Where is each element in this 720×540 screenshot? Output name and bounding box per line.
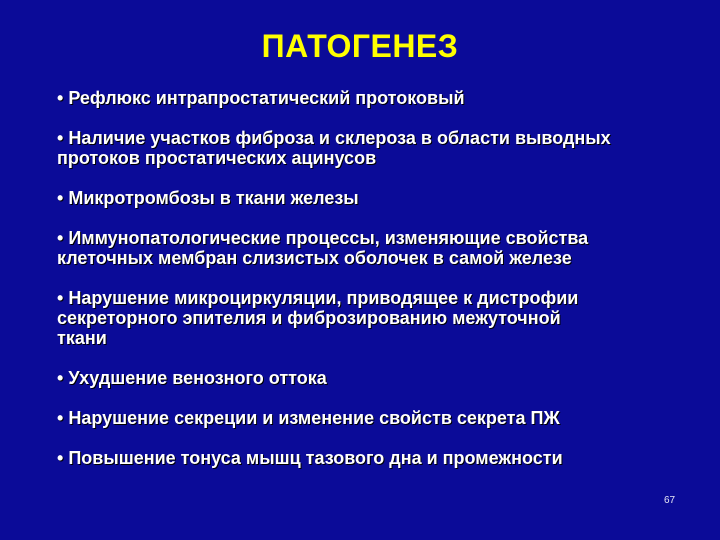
bullet-marker: • [57, 288, 64, 308]
bullet-item [57, 368, 677, 388]
bullet-text: Рефлюкс интрапростатический протоковый [68, 88, 465, 108]
bullet-item [57, 228, 677, 268]
bullet-marker: • [57, 448, 64, 468]
bullet-text: Наличие участков фиброза и склероза в области выводных [68, 128, 611, 148]
bullet-line [57, 288, 677, 308]
bullet-text: Микротромбозы в ткани железы [68, 188, 359, 208]
bullet-line [57, 188, 677, 208]
bullet-item [57, 188, 677, 208]
bullet-item [57, 408, 677, 428]
bullet-text: Нарушение секреции и изменение свойств секрета ПЖ [68, 408, 560, 428]
bullet-line [57, 228, 677, 248]
bullet-line: протоков простатических ацинусов [57, 148, 377, 168]
bullet-line [57, 408, 677, 428]
bullet-marker: • [57, 188, 64, 208]
bullet-line [57, 88, 677, 108]
bullet-text: Нарушение микроциркуляции, приводящее к дистрофии [68, 288, 579, 308]
slide-title: ПАТОГЕНЕЗ [261, 28, 459, 64]
bullet-marker: • [57, 408, 64, 428]
bullet-text: Ухудшение венозного оттока [68, 368, 327, 388]
page-number: 67 [664, 495, 676, 506]
bullet-text: Иммунопатологические процессы, изменяющие свойства [68, 228, 589, 248]
bullet-line: ткани [57, 328, 107, 348]
bullet-item [57, 88, 677, 108]
bullet-text: Повышение тонуса мышц тазового дна и промежности [68, 448, 563, 468]
bullet-item [57, 448, 677, 468]
bullet-marker: • [57, 368, 64, 388]
bullet-marker: • [57, 128, 64, 148]
bullet-line [57, 448, 677, 468]
bullet-line: клеточных мембран слизистых оболочек в самой железе [57, 248, 572, 268]
bullet-marker: • [57, 88, 64, 108]
bullet-item [57, 128, 677, 168]
bullet-marker: • [57, 228, 64, 248]
bullet-line: секреторного эпителия и фиброзированию межуточной [57, 308, 561, 328]
bullet-line [57, 128, 677, 148]
bullet-line [57, 368, 677, 388]
bullet-item [57, 288, 677, 348]
bullet-list [57, 88, 677, 488]
